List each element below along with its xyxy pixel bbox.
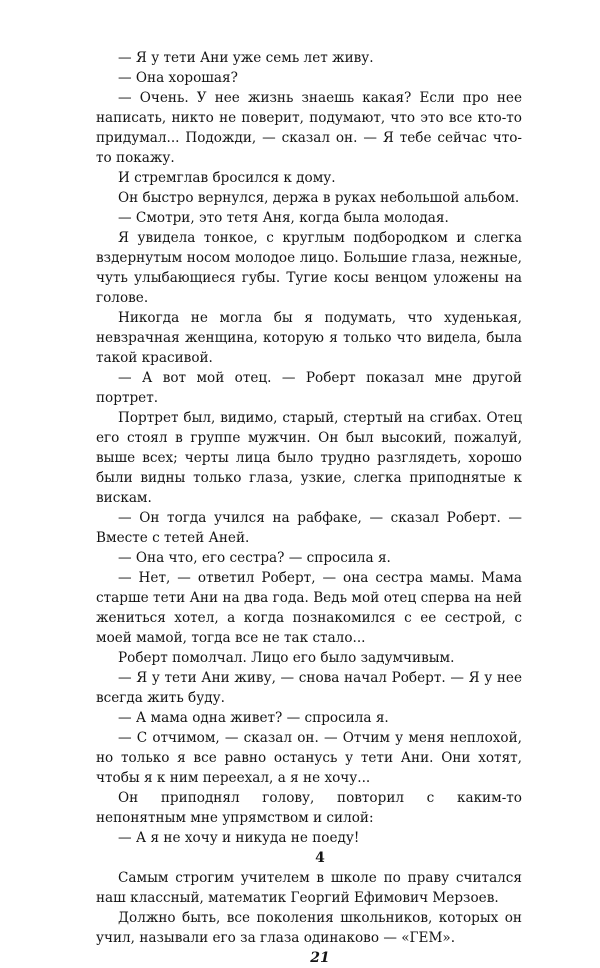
paragraph: — Я у тети Ани живу, — снова начал Роберт. — Я у нее всегда жить буду.: [96, 670, 522, 706]
body-text: [96, 48, 522, 968]
paragraph: — Я у тети Ани уже семь лет живу.: [118, 50, 374, 66]
paragraph: И стремглав бросился к дому.: [118, 170, 336, 186]
paragraph: Самым строгим учителем в школе по праву считался наш классный, математик Георгий Ефимович Мерзоев.: [96, 870, 522, 906]
chapter-number: 4: [315, 850, 325, 866]
paragraph: Он приподнял голову, повторил с каким-то непонятным мне упрямством и силой:: [96, 790, 522, 826]
paragraph: Я увидела тонкое, с круглым подбородком и слегка вздернутым носом молодое лицо. Большие глаза, нежные, чуть улыбающиеся губы. Тугие косы венцом уложены на голове.: [96, 230, 522, 306]
paragraph: Портрет был, видимо, старый, стертый на сгибах. Отец его стоял в группе мужчин. Он был высокий, пожалуй, выше всех; черты лица было трудно разглядеть, хорошо были видны только глаза, узкие, слегка приподнятые к вискам.: [96, 410, 522, 506]
paragraph: Должно быть, все поколения школьников, которых он учил, называли его за глаза одинаково — «ГЕМ».: [96, 910, 522, 946]
paragraph: — С отчимом, — сказал он. — Отчим у меня неплохой, но только я все равно останусь у тети Ани. Они хотят, чтобы я к ним переехал, а я не хочу...: [96, 730, 522, 786]
paragraph: — Очень. У нее жизнь знаешь какая? Если про нее написать, никто не поверит, подумают, что это все кто-то придумал... Подожди, — сказал он. — Я тебе сейчас что-то покажу.: [96, 90, 522, 166]
paragraph: Никогда не могла бы я подумать, что худенькая, невзрачная женщина, которую я только что видела, была такой красивой.: [96, 310, 522, 366]
paragraph: — Нет, — ответил Роберт, — она сестра мамы. Мама старше тети Ани на два года. Ведь мой отец сперва на ней жениться хотел, а когда познакомился с ее сестрой, с моей мамой, тогда все не так стало...: [96, 570, 522, 646]
paragraph: — А вот мой отец. — Роберт показал мне другой портрет.: [96, 370, 522, 406]
paragraph: — А мама одна живет? — спросила я.: [118, 710, 389, 726]
page-number: 21: [310, 950, 330, 966]
paragraph: Он быстро вернулся, держа в руках небольшой альбом.: [118, 190, 520, 206]
paragraph: — А я не хочу и никуда не поеду!: [118, 830, 360, 846]
paragraph: — Он тогда учился на рабфаке, — сказал Роберт. — Вместе с тетей Аней.: [96, 510, 522, 546]
paragraph: — Она хорошая?: [118, 70, 238, 86]
paragraph: Роберт помолчал. Лицо его было задумчивым.: [118, 650, 455, 666]
paragraph: — Она что, его сестра? — спросила я.: [118, 550, 391, 566]
paragraph: — Смотри, это тетя Аня, когда была молодая.: [118, 210, 449, 226]
